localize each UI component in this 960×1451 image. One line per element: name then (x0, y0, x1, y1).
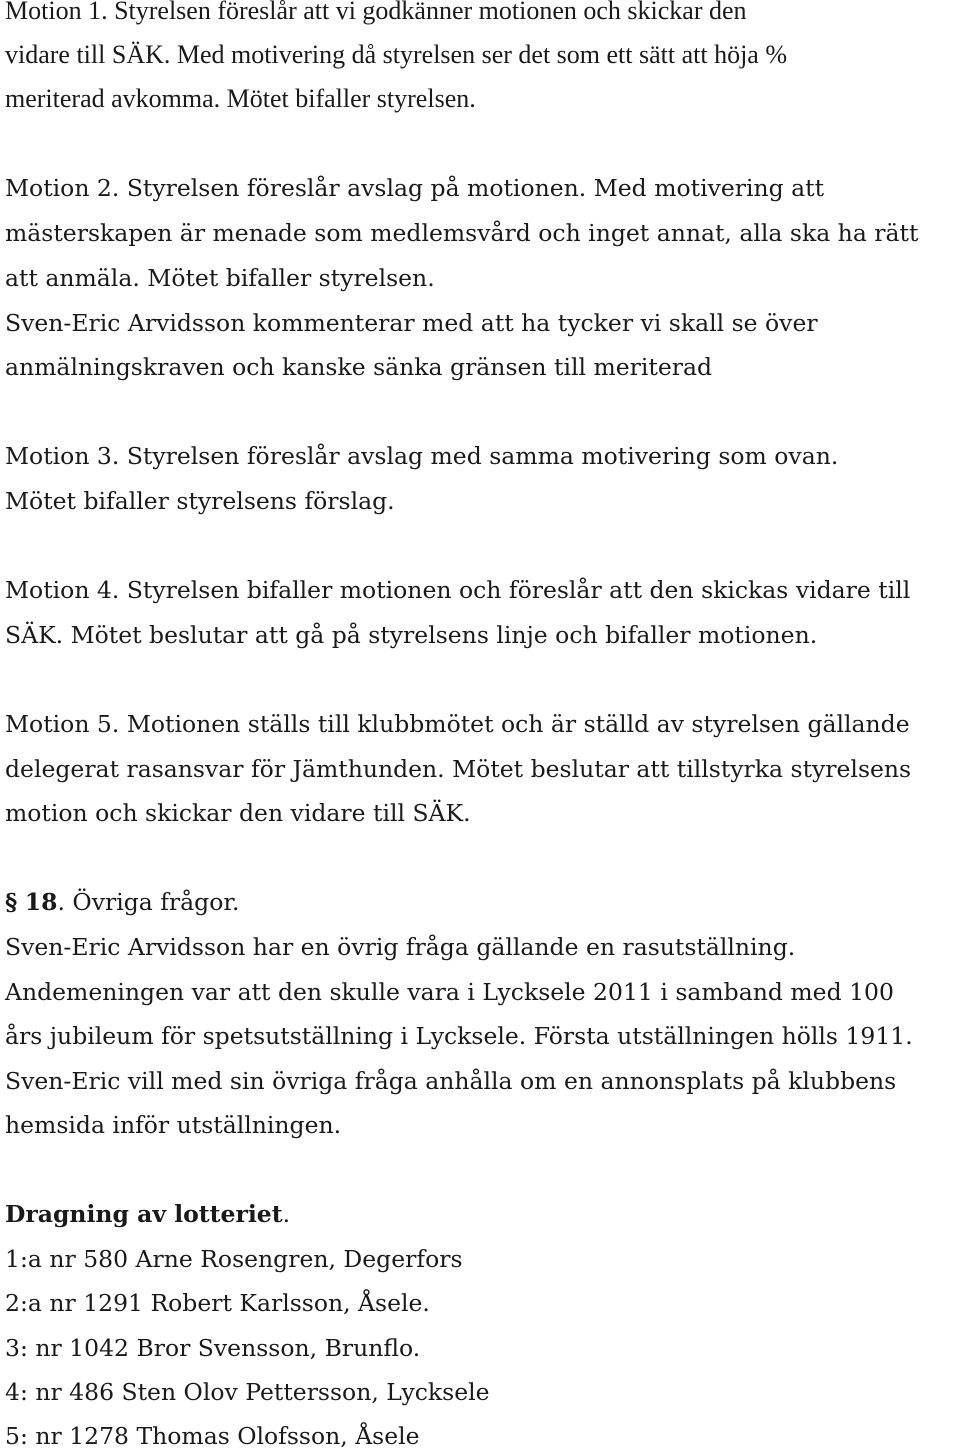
lottery-heading (5, 1199, 290, 1229)
motion-3-line: Motion 3. Styrelsen föreslår avslag med samma motivering som ovan. (5, 442, 839, 470)
motion-1-line: Motion 1. Styrelsen föreslår att vi godkänner motionen och skickar den (5, 0, 747, 25)
lottery-winner: 1:a nr 580 Arne Rosengren, Degerfors (5, 1245, 463, 1273)
motion-4-line: Motion 4. Styrelsen bifaller motionen och föreslår att den skickas vidare till (5, 576, 911, 604)
motion-2-line: att anmäla. Mötet bifaller styrelsen. (5, 264, 435, 292)
section-18-heading (5, 887, 240, 917)
lottery-winner: 2:a nr 1291 Robert Karlsson, Åsele. (5, 1289, 430, 1317)
motion-5-line: Motion 5. Motionen ställs till klubbmötet och är ställd av styrelsen gällande (5, 710, 910, 738)
section-title: . Övriga frågor. (57, 888, 240, 916)
section-symbol: § (5, 888, 18, 916)
motion-3-line: Mötet bifaller styrelsens förslag. (5, 487, 395, 515)
lottery-heading-text: Dragning av lotteriet (5, 1200, 283, 1228)
motion-5-line: delegerat rasansvar för Jämthunden. Mötet beslutar att tillstyrka styrelsens (5, 755, 912, 783)
section-18-line: Sven-Eric Arvidsson har en övrig fråga gällande en rasutställning. (5, 933, 796, 961)
motion-2-line: Sven-Eric Arvidsson kommenterar med att ha tycker vi skall se över (5, 309, 818, 337)
lottery-heading-punct: . (282, 1200, 291, 1228)
section-18-line: hemsida inför utställningen. (5, 1111, 342, 1139)
section-18-line: Sven-Eric vill med sin övriga fråga anhålla om en annonsplats på klubbens (5, 1067, 897, 1095)
motion-1-line: vidare till SÄK. Med motivering då styrelsen ser det som ett sätt att höja % (5, 40, 788, 69)
motion-2-line: anmälningskraven och kanske sänka gränsen till meriterad (5, 353, 713, 381)
section-number: 18 (24, 888, 58, 916)
motion-2-line: mästerskapen är menade som medlemsvård och inget annat, alla ska ha rätt (5, 219, 919, 247)
motion-5-line: motion och skickar den vidare till SÄK. (5, 799, 471, 827)
motion-2-line: Motion 2. Styrelsen föreslår avslag på motionen. Med motivering att (5, 174, 825, 202)
section-18-line: års jubileum för spetsutställning i Lycksele. Första utställningen hölls 1911. (5, 1022, 913, 1050)
lottery-winner: 4: nr 486 Sten Olov Pettersson, Lycksele (5, 1378, 490, 1406)
lottery-winner: 5: nr 1278 Thomas Olofsson, Åsele (5, 1422, 420, 1450)
motion-4-line: SÄK. Mötet beslutar att gå på styrelsens linje och bifaller motionen. (5, 621, 818, 649)
section-18-line: Andemeningen var att den skulle vara i Lycksele 2011 i samband med 100 (5, 978, 894, 1006)
motion-1-line: meriterad avkomma. Mötet bifaller styrelsen. (5, 84, 476, 113)
lottery-winner: 3: nr 1042 Bror Svensson, Brunflo. (5, 1334, 421, 1362)
